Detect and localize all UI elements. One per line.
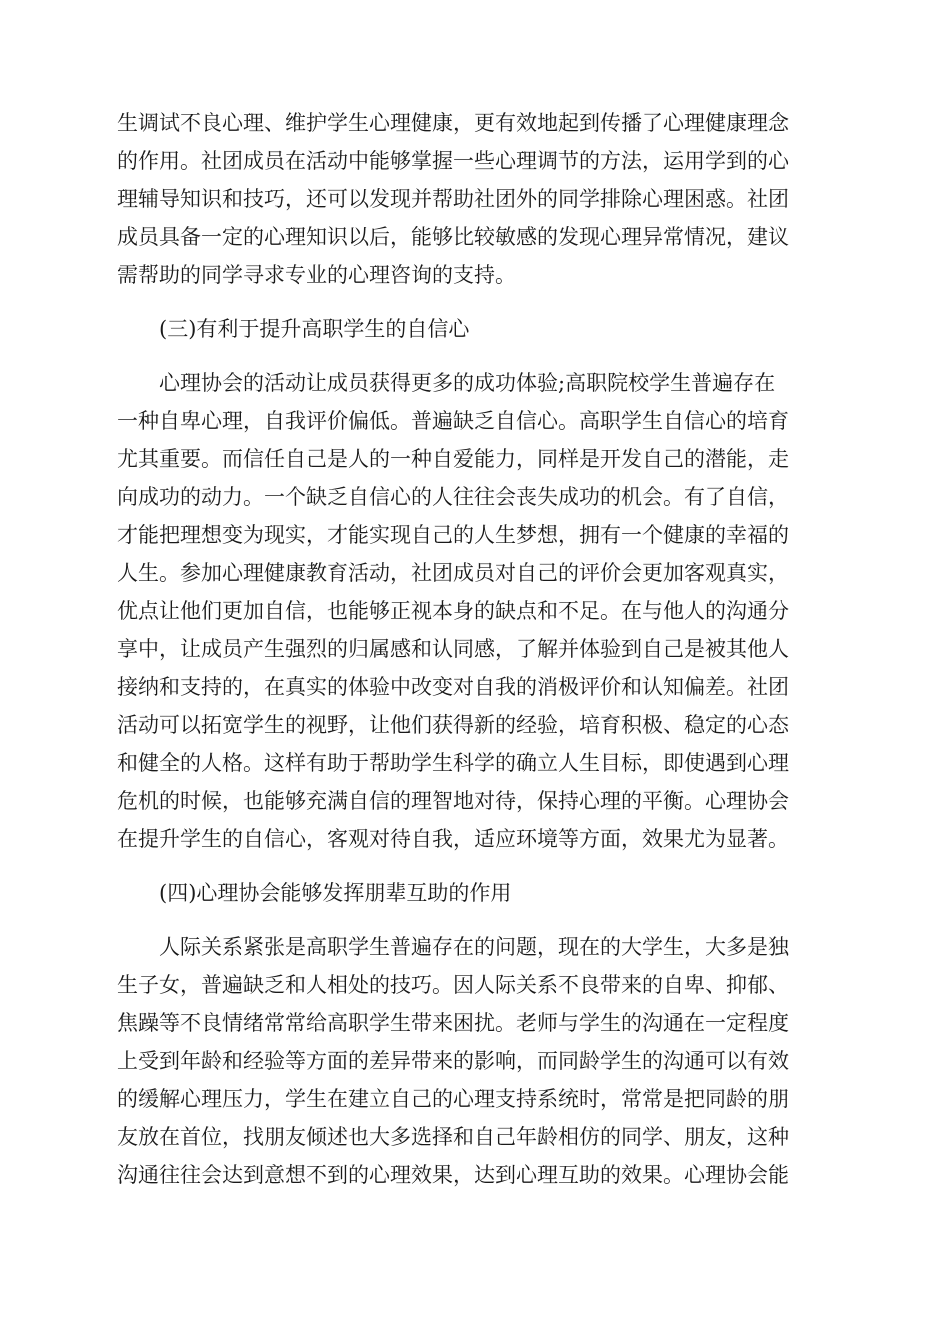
paragraph-line: 上受到年龄和经验等方面的差异带来的影响，而同龄学生的沟通可以有效 bbox=[117, 1049, 789, 1073]
paragraph-peer-support bbox=[117, 928, 833, 1194]
paragraph-line: 的缓解心理压力，学生在建立自己的心理支持系统时，常常是把同龄的朋 bbox=[117, 1087, 789, 1111]
paragraph-line: 接纳和支持的，在真实的体验中改变对自我的消极评价和认知偏差。社团 bbox=[117, 675, 789, 699]
paragraph-line: 尤其重要。而信任自己是人的一种自爱能力，同样是开发自己的潜能，走 bbox=[117, 447, 789, 471]
paragraph-line: 心理协会的活动让成员获得更多的成功体验;高职院校学生普遍存在 bbox=[159, 371, 776, 395]
paragraph-self-confidence bbox=[117, 364, 833, 858]
paragraph-line: 一种自卑心理，自我评价偏低。普遍缺乏自信心。高职学生自信心的培育 bbox=[117, 409, 789, 433]
paragraph-line: 理辅导知识和技巧，还可以发现并帮助社团外的同学排除心理困惑。社团 bbox=[117, 187, 789, 211]
paragraph-line: 友放在首位，找朋友倾述也大多选择和自己年龄相仿的同学、朋友，这种 bbox=[117, 1125, 789, 1149]
paragraph-line: 成员具备一定的心理知识以后，能够比较敏感的发现心理异常情况，建议 bbox=[117, 225, 789, 249]
heading-text: (三)有利于提升高职学生的自信心 bbox=[159, 317, 470, 341]
paragraph-line: 才能把理想变为现实，才能实现自己的人生梦想，拥有一个健康的幸福的 bbox=[117, 523, 789, 547]
paragraph-line: 焦躁等不良情绪常常给高职学生带来困扰。老师与学生的沟通在一定程度 bbox=[117, 1011, 789, 1035]
paragraph-line: 人生。参加心理健康教育活动，社团成员对自己的评价会更加客观真实， bbox=[117, 561, 789, 585]
paragraph-line: 生子女，普遍缺乏和人相处的技巧。因人际关系不良带来的自卑、抑郁、 bbox=[117, 973, 789, 997]
paragraph-line: 生调试不良心理、维护学生心理健康，更有效地起到传播了心理健康理念 bbox=[117, 111, 789, 135]
paragraph-line: 向成功的动力。一个缺乏自信心的人往往会丧失成功的机会。有了自信， bbox=[117, 485, 789, 509]
paragraph-line: 优点让他们更加自信，也能够正视本身的缺点和不足。在与他人的沟通分 bbox=[117, 599, 789, 623]
paragraph-line: 活动可以拓宽学生的视野，让他们获得新的经验，培育积极、稳定的心态 bbox=[117, 713, 789, 737]
paragraph-line: 人际关系紧张是高职学生普遍存在的问题，现在的大学生，大多是独 bbox=[159, 935, 789, 959]
paragraph-continuation bbox=[117, 104, 833, 294]
paragraph-line: 在提升学生的自信心，客观对待自我，适应环境等方面，效果尤为显著。 bbox=[117, 827, 789, 851]
heading-text: (四)心理协会能够发挥朋辈互助的作用 bbox=[159, 881, 512, 905]
section-heading-3 bbox=[117, 310, 833, 348]
document-body bbox=[117, 104, 833, 1210]
paragraph-line: 危机的时候，也能够充满自信的理智地对待，保持心理的平衡。心理协会 bbox=[117, 789, 789, 813]
section-heading-4 bbox=[117, 874, 833, 912]
paragraph-line: 享中，让成员产生强烈的归属感和认同感，了解并体验到自己是被其他人 bbox=[117, 637, 789, 661]
paragraph-line: 需帮助的同学寻求专业的心理咨询的支持。 bbox=[117, 263, 516, 287]
paragraph-line: 和健全的人格。这样有助于帮助学生科学的确立人生目标，即使遇到心理 bbox=[117, 751, 789, 775]
paragraph-line: 沟通往往会达到意想不到的心理效果，达到心理互助的效果。心理协会能 bbox=[117, 1163, 789, 1187]
paragraph-line: 的作用。社团成员在活动中能够掌握一些心理调节的方法，运用学到的心 bbox=[117, 149, 789, 173]
